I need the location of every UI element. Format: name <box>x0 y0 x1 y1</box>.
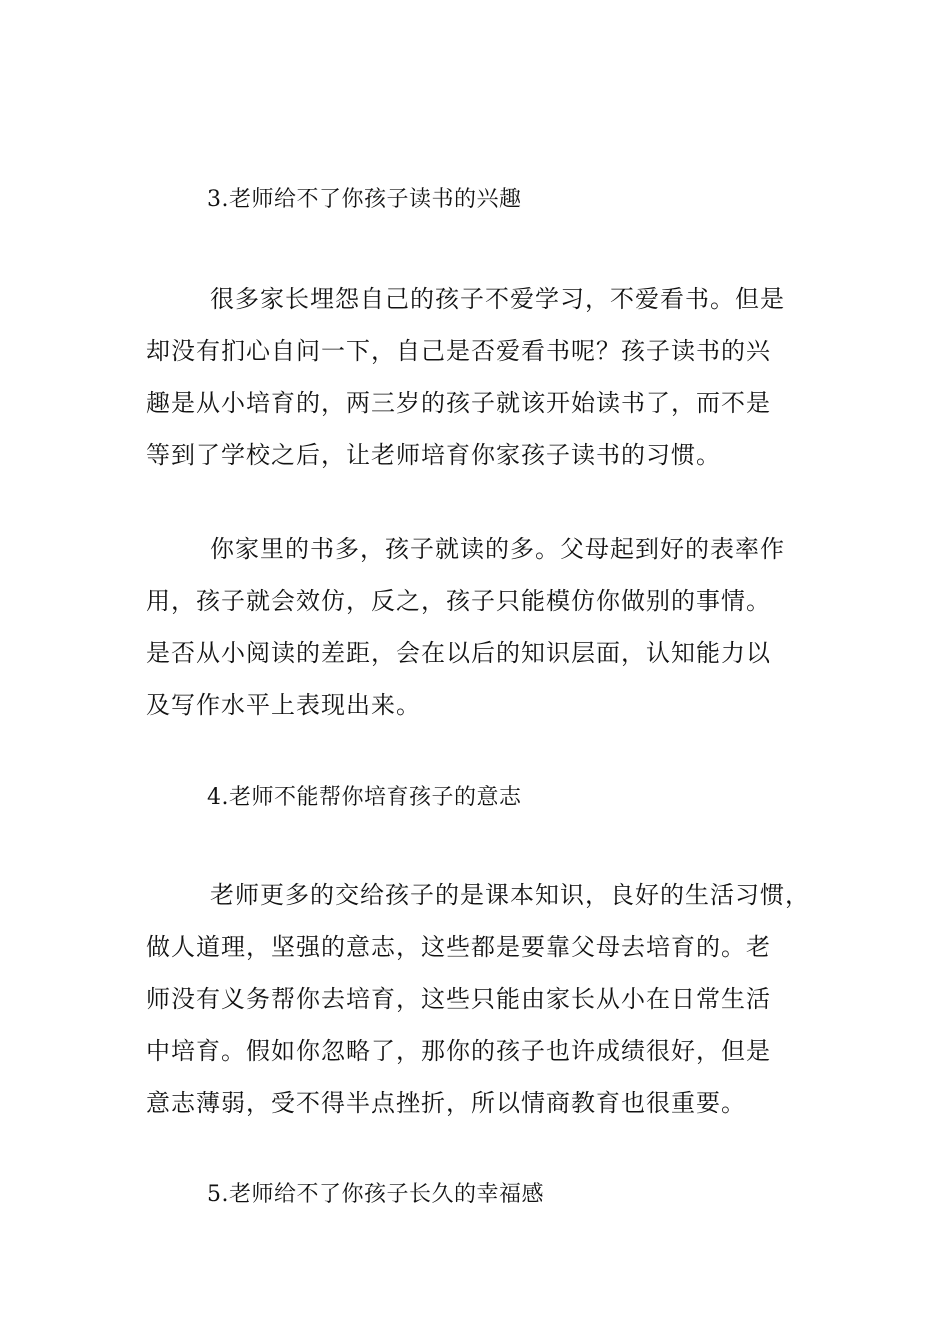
paragraph-2 <box>146 534 826 742</box>
paragraph-line: 及写作水平上表现出来。 <box>146 691 421 719</box>
section-heading-3: 3.老师给不了你孩子读书的兴趣 <box>207 187 522 212</box>
section-heading-4: 4.老师不能帮你培育孩子的意志 <box>207 785 522 810</box>
paragraph-line: 意志薄弱，受不得半点挫折，所以情商教育也很重要。 <box>146 1089 746 1117</box>
paragraph-line: 师没有义务帮你去培育，这些只能由家长从小在日常生活 <box>146 985 771 1013</box>
paragraph-line: 是否从小阅读的差距，会在以后的知识层面，认知能力以 <box>146 639 771 667</box>
paragraph-line: 中培育。假如你忽略了，那你的孩子也许成绩很好，但是 <box>146 1037 771 1065</box>
paragraph-line: 做人道理，坚强的意志，这些都是要靠父母去培育的。老 <box>146 933 771 961</box>
paragraph-line: 用，孩子就会效仿，反之，孩子只能模仿你做别的事情。 <box>146 587 771 615</box>
paragraph-line: 却没有扪心自问一下，自己是否爱看书呢？孩子读书的兴 <box>146 337 771 365</box>
paragraph-1 <box>146 284 826 492</box>
paragraph-line: 你家里的书多，孩子就读的多。父母起到好的表率作 <box>210 535 785 563</box>
paragraph-3 <box>146 880 826 1140</box>
paragraph-line: 很多家长埋怨自己的孩子不爱学习，不爱看书。但是 <box>210 285 785 313</box>
paragraph-line: 等到了学校之后，让老师培育你家孩子读书的习惯。 <box>146 441 721 469</box>
paragraph-line: 老师更多的交给孩子的是课本知识，良好的生活习惯， <box>210 881 810 909</box>
paragraph-line: 趣是从小培育的，两三岁的孩子就该开始读书了，而不是 <box>146 389 771 417</box>
section-heading-5: 5.老师给不了你孩子长久的幸福感 <box>207 1182 544 1207</box>
